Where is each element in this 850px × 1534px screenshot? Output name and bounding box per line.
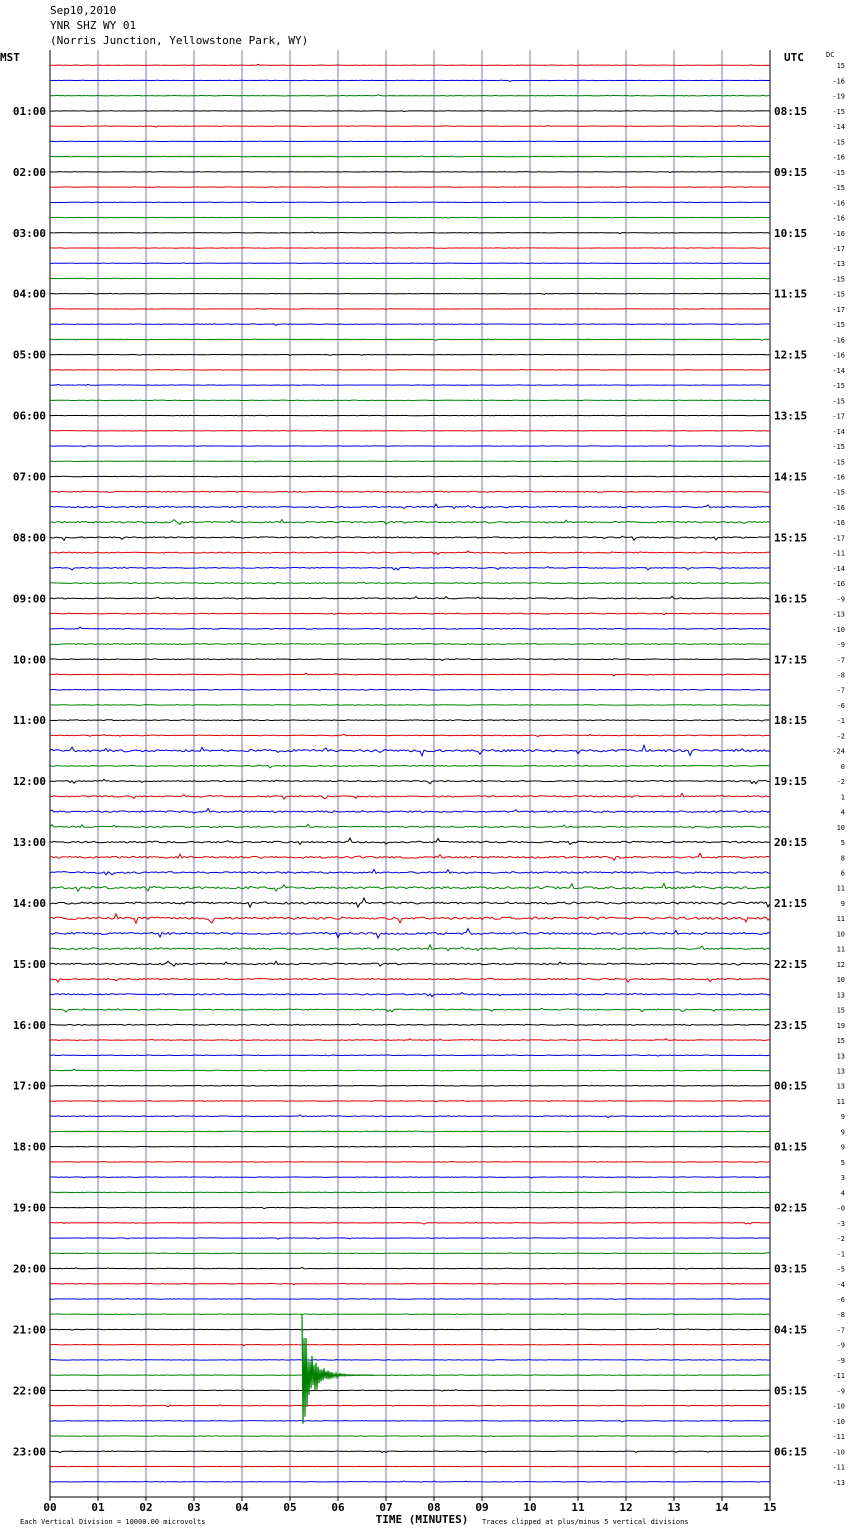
dc-offset-label: -0	[836, 1204, 845, 1213]
x-tick-label: 09	[475, 1501, 489, 1514]
dc-offset-label: -17	[832, 412, 845, 421]
dc-offset-label: -16	[832, 473, 845, 482]
mst-hour-label: 05:00	[12, 348, 46, 362]
dc-offset-label: -16	[832, 153, 845, 162]
dc-offset-label: 11	[836, 884, 845, 893]
seismic-trace	[50, 1146, 770, 1147]
seismic-trace	[50, 1314, 770, 1315]
seismic-trace	[50, 961, 770, 966]
utc-hour-label: 13:15	[774, 409, 808, 423]
mst-hour-label: 01:00	[12, 104, 46, 118]
dc-offset-label: -15	[832, 138, 845, 147]
x-tick-label: 03	[187, 1501, 201, 1514]
mst-hour-label: 22:00	[12, 1384, 46, 1398]
x-tick-label: 10	[523, 1501, 537, 1514]
chart-station: YNR SHZ WY 01	[50, 19, 137, 32]
utc-hour-label: 01:15	[774, 1140, 808, 1154]
x-axis-title: TIME (MINUTES)	[375, 1513, 469, 1526]
dc-offset-label: -16	[832, 214, 845, 223]
utc-hour-label: 23:15	[774, 1018, 808, 1032]
utc-axis-title: UTC	[784, 51, 804, 64]
mst-hour-label: 03:00	[12, 226, 46, 240]
chart-date: Sep10,2010	[50, 4, 117, 17]
dc-offset-label: -16	[832, 77, 845, 86]
utc-hour-label: 15:15	[774, 531, 808, 545]
dc-offset-label: 11	[836, 1097, 845, 1106]
x-tick-label: 11	[571, 1501, 585, 1514]
seismic-trace	[50, 779, 770, 783]
seismic-trace	[50, 853, 770, 860]
dc-offset-label: 15	[836, 62, 845, 71]
seismic-trace	[50, 519, 770, 524]
dc-offset-label: -16	[832, 336, 845, 345]
dc-offset-label: 9	[840, 1113, 845, 1122]
dc-offset-label: -9	[836, 595, 845, 604]
seismic-trace	[50, 1405, 770, 1407]
dc-offset-label: -15	[832, 397, 845, 406]
dc-offset-label: -13	[832, 260, 845, 269]
dc-offset-label: 8	[840, 854, 845, 863]
dc-offset-label: -15	[832, 184, 845, 193]
utc-hour-label: 04:15	[774, 1323, 808, 1337]
dc-offset-label: -2	[836, 1235, 845, 1244]
seismic-trace	[50, 734, 770, 736]
dc-offset-label: -13	[832, 1478, 845, 1487]
seismic-trace	[50, 809, 770, 814]
seismic-trace	[50, 64, 770, 65]
dc-offset-label: -16	[832, 351, 845, 360]
seismic-trace	[50, 1267, 770, 1269]
seismic-trace	[50, 217, 770, 218]
seismic-trace	[50, 824, 770, 828]
x-tick-label: 08	[427, 1501, 441, 1514]
dc-offset-label: 5	[840, 1158, 845, 1167]
utc-hour-label: 11:15	[774, 287, 808, 301]
seismic-trace	[50, 673, 770, 676]
mst-hour-label: 12:00	[12, 775, 46, 789]
dc-offset-label: -9	[836, 1387, 845, 1396]
mst-hour-label: 13:00	[12, 836, 46, 850]
seismic-trace	[50, 1039, 770, 1041]
seismic-trace	[50, 898, 770, 907]
dc-offset-label: -15	[832, 321, 845, 330]
seismic-trace	[50, 627, 770, 629]
seismic-trace	[50, 369, 770, 370]
seismic-trace	[50, 172, 770, 173]
dc-offset-label: -19	[832, 92, 845, 101]
dc-offset-label: -11	[832, 1463, 845, 1472]
x-tick-label: 12	[619, 1501, 633, 1514]
seismic-trace	[50, 1451, 770, 1453]
dc-offset-label: -15	[832, 275, 845, 284]
mst-hour-label: 17:00	[12, 1079, 46, 1093]
seismic-trace	[50, 1192, 770, 1193]
chart-location: (Norris Junction, Yellowstone Park, WY)	[50, 34, 309, 47]
seismic-trace	[50, 491, 770, 492]
dc-offset-label: 10	[836, 930, 845, 939]
dc-offset-label: -9	[836, 1341, 845, 1350]
seismic-trace	[50, 1390, 770, 1391]
utc-hour-label: 14:15	[774, 470, 808, 484]
dc-offset-label: -24	[832, 747, 845, 756]
seismic-trace	[50, 1008, 770, 1012]
dc-offset-label: -15	[832, 458, 845, 467]
utc-hour-label: 09:15	[774, 165, 808, 179]
seismic-trace	[50, 80, 770, 81]
dc-offset-label: 19	[836, 1021, 845, 1030]
utc-hour-label: 12:15	[774, 348, 808, 362]
dc-offset-label: -6	[836, 701, 845, 710]
seismic-trace	[50, 141, 770, 142]
clipping-note: Traces clipped at plus/minus 5 vertical divisions	[482, 1518, 689, 1526]
mst-axis-title: MST	[0, 51, 20, 64]
dc-offset-label: -7	[836, 1326, 845, 1335]
dc-offset-label: -15	[832, 382, 845, 391]
x-tick-label: 13	[667, 1501, 681, 1514]
utc-hour-label: 02:15	[774, 1201, 808, 1215]
dc-offset-label: -10	[832, 1417, 845, 1426]
dc-offset-label: -2	[836, 732, 845, 741]
mst-hour-label: 04:00	[12, 287, 46, 301]
dc-offset-label: 10	[836, 823, 845, 832]
dc-offset-label: 9	[840, 1128, 845, 1137]
dc-offset-label: -11	[832, 1372, 845, 1381]
seismic-trace	[50, 536, 770, 540]
mst-hour-label: 19:00	[12, 1201, 46, 1215]
dc-offset-label: -14	[832, 366, 845, 375]
dc-offset-label: 11	[836, 915, 845, 924]
utc-hour-label: 06:15	[774, 1445, 808, 1459]
dc-offset-label: -11	[832, 549, 845, 558]
dc-offset-label: -17	[832, 534, 845, 543]
seismic-trace	[50, 400, 770, 401]
dc-offset-label: 6	[840, 869, 845, 878]
dc-offset-label: -4	[836, 1280, 845, 1289]
dc-label: DC	[826, 51, 835, 59]
dc-offset-label: -15	[832, 290, 845, 299]
dc-offset-label: -10	[832, 1402, 845, 1411]
utc-hour-label: 10:15	[774, 226, 808, 240]
dc-offset-label: 4	[840, 1189, 845, 1198]
x-tick-label: 04	[235, 1501, 249, 1514]
seismic-trace	[50, 914, 770, 923]
mst-hour-label: 23:00	[12, 1445, 46, 1459]
seismic-trace	[50, 1299, 770, 1300]
seismic-trace	[50, 745, 770, 756]
seismic-trace	[50, 1162, 770, 1163]
utc-hour-label: 16:15	[774, 592, 808, 606]
seismic-trace	[50, 1344, 770, 1345]
seismic-trace	[50, 1101, 770, 1102]
dc-offset-label: -1	[836, 717, 845, 726]
dc-offset-label: 13	[836, 1067, 845, 1076]
dc-offset-label: 13	[836, 1082, 845, 1091]
dc-offset-label: -17	[832, 245, 845, 254]
seismic-trace	[50, 339, 770, 340]
seismic-trace	[50, 384, 770, 385]
dc-offset-label: 11	[836, 945, 845, 954]
dc-offset-label: -15	[832, 443, 845, 452]
seismic-trace	[50, 1252, 770, 1253]
dc-offset-label: -16	[832, 503, 845, 512]
seismic-trace	[50, 720, 770, 721]
seismic-trace	[50, 945, 770, 951]
seismic-trace	[50, 1222, 770, 1224]
dc-offset-label: 9	[840, 1143, 845, 1152]
seismic-trace	[50, 992, 770, 996]
seismic-trace	[50, 582, 770, 584]
dc-offset-label: -10	[832, 1448, 845, 1457]
utc-hour-label: 05:15	[774, 1384, 808, 1398]
dc-offset-label: -16	[832, 580, 845, 589]
dc-offset-label: -9	[836, 641, 845, 650]
mst-hour-label: 14:00	[12, 896, 46, 910]
dc-offset-label: -14	[832, 123, 845, 132]
seismic-trace	[50, 793, 770, 799]
seismic-trace	[50, 659, 770, 661]
dc-offset-label: 3	[840, 1174, 845, 1183]
seismic-trace	[50, 504, 770, 508]
dc-offset-label: -17	[832, 305, 845, 314]
seismic-trace	[50, 705, 770, 706]
seismic-trace	[50, 1207, 770, 1208]
dc-offset-label: -13	[832, 610, 845, 619]
dc-offset-label: -5	[836, 1265, 845, 1274]
dc-offset-label: -11	[832, 1433, 845, 1442]
seismic-trace	[50, 354, 770, 355]
seismic-trace	[50, 613, 770, 615]
mst-hour-label: 11:00	[12, 714, 46, 728]
utc-hour-label: 18:15	[774, 714, 808, 728]
seismic-trace	[50, 765, 770, 768]
dc-offset-label: -3	[836, 1219, 845, 1228]
seismic-trace	[50, 156, 770, 157]
seismic-trace	[50, 1024, 770, 1026]
seismic-trace	[50, 324, 770, 325]
dc-offset-label: -2	[836, 778, 845, 787]
vertical-division-note: Each Vertical Division = 10000.00 microvolts	[20, 1518, 206, 1526]
mst-hour-label: 08:00	[12, 531, 46, 545]
seismic-trace	[50, 95, 770, 96]
mst-hour-label: 15:00	[12, 957, 46, 971]
dc-offset-label: 12	[836, 960, 845, 969]
mst-hour-label: 06:00	[12, 409, 46, 423]
seismic-trace	[50, 232, 770, 234]
seismic-trace	[50, 476, 770, 477]
mst-hour-label: 20:00	[12, 1262, 46, 1276]
seismic-trace	[50, 125, 770, 127]
seismic-trace	[50, 567, 770, 570]
seismic-trace	[50, 1436, 770, 1437]
mst-hour-label: 02:00	[12, 165, 46, 179]
dc-offset-label: -16	[832, 229, 845, 238]
x-tick-label: 00	[43, 1501, 57, 1514]
seismic-trace	[50, 1131, 770, 1132]
x-tick-label: 14	[715, 1501, 729, 1514]
utc-hour-label: 19:15	[774, 775, 808, 789]
mst-hour-label: 07:00	[12, 470, 46, 484]
mst-hour-label: 21:00	[12, 1323, 46, 1337]
seismic-trace	[50, 1176, 770, 1178]
dc-offset-label: -16	[832, 199, 845, 208]
seismic-trace	[50, 1329, 770, 1331]
seismic-trace	[50, 1069, 770, 1071]
seismic-trace	[50, 445, 770, 446]
mst-hour-label: 09:00	[12, 592, 46, 606]
utc-hour-label: 00:15	[774, 1079, 808, 1093]
x-tick-label: 05	[283, 1501, 297, 1514]
utc-hour-label: 21:15	[774, 896, 808, 910]
x-tick-label: 15	[763, 1501, 777, 1514]
seismic-trace	[50, 1284, 770, 1285]
seismic-trace	[50, 689, 770, 690]
seismic-trace	[50, 551, 770, 555]
dc-offset-label: 0	[840, 762, 845, 771]
x-tick-label: 07	[379, 1501, 393, 1514]
dc-offset-label: 5	[840, 839, 845, 848]
seismic-trace	[50, 838, 770, 844]
mst-hour-label: 16:00	[12, 1018, 46, 1032]
dc-offset-label: -8	[836, 1311, 845, 1320]
dc-offset-label: -14	[832, 427, 845, 436]
dc-offset-label: -6	[836, 1295, 845, 1304]
dc-offset-label: -8	[836, 671, 845, 680]
dc-offset-label: 1	[840, 793, 845, 802]
seismic-trace	[50, 1238, 770, 1239]
seismic-trace	[50, 929, 770, 938]
dc-offset-label: -15	[832, 168, 845, 177]
x-tick-label: 02	[139, 1501, 153, 1514]
seismic-trace	[50, 643, 770, 644]
x-tick-label: 06	[331, 1501, 345, 1514]
mst-hour-label: 18:00	[12, 1140, 46, 1154]
seismic-trace	[50, 293, 770, 294]
utc-hour-label: 03:15	[774, 1262, 808, 1276]
seismic-trace	[50, 1420, 770, 1422]
dc-offset-label: -7	[836, 686, 845, 695]
seismic-trace	[50, 884, 770, 892]
utc-hour-label: 08:15	[774, 104, 808, 118]
seismic-trace	[50, 278, 770, 279]
dc-offset-label: -1	[836, 1250, 845, 1259]
seismic-trace	[50, 1481, 770, 1482]
seismic-trace	[50, 1085, 770, 1086]
dc-offset-label: 4	[840, 808, 845, 817]
dc-offset-label: -7	[836, 656, 845, 665]
mst-hour-label: 10:00	[12, 653, 46, 667]
utc-hour-label: 20:15	[774, 836, 808, 850]
seismic-trace	[50, 870, 770, 875]
dc-offset-label: -14	[832, 564, 845, 573]
seismic-trace	[50, 596, 770, 599]
dc-offset-label: 9	[840, 899, 845, 908]
dc-offset-label: -10	[832, 625, 845, 634]
dc-offset-label: 10	[836, 976, 845, 985]
seismic-trace	[50, 978, 770, 982]
dc-offset-label: 15	[836, 1006, 845, 1015]
utc-hour-label: 22:15	[774, 957, 808, 971]
seismic-trace	[50, 1055, 770, 1056]
dc-offset-label: 15	[836, 1037, 845, 1046]
dc-offset-label: -15	[832, 107, 845, 116]
dc-offset-label: -16	[832, 519, 845, 528]
dc-offset-label: 13	[836, 991, 845, 1000]
x-tick-label: 01	[91, 1501, 105, 1514]
seismic-trace	[50, 1115, 770, 1118]
seismic-trace	[50, 1375, 770, 1376]
seismic-trace	[50, 111, 770, 112]
dc-offset-label: -15	[832, 488, 845, 497]
dc-offset-label: 13	[836, 1052, 845, 1061]
utc-hour-label: 17:15	[774, 653, 808, 667]
dc-offset-label: -9	[836, 1356, 845, 1365]
seismic-trace	[50, 461, 770, 462]
